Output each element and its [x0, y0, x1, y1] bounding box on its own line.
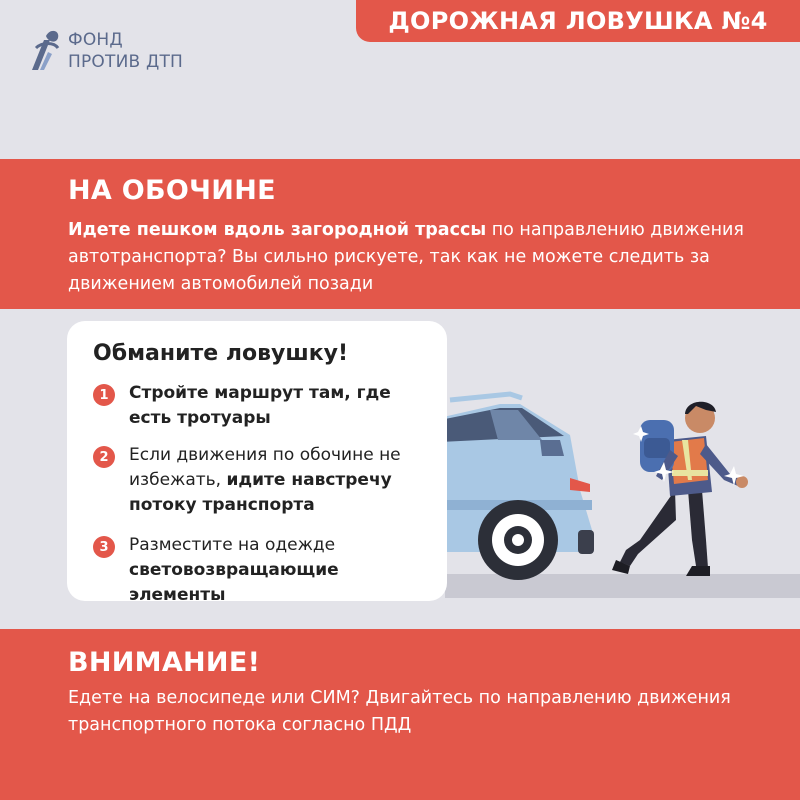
- section-title: НА ОБОЧИНЕ: [68, 175, 276, 206]
- logo-line-2: ПРОТИВ ДТП: [68, 52, 184, 72]
- tip-bold: идите навстречу потоку транспорта: [129, 470, 392, 515]
- tip-plain: Разместите на одежде: [129, 535, 336, 555]
- tip-item: [93, 443, 433, 519]
- tips-heading: Обманите ловушку!: [93, 341, 348, 366]
- tip-bold: Стройте маршрут там, где есть тротуары: [129, 383, 391, 428]
- pedestrian-illustration: [612, 402, 748, 576]
- description-rest: по направлению движения автотранспорта? Вы сильно рискуете, так как не можете следить за движением автомобилей позади: [68, 220, 744, 294]
- warning-band: [0, 629, 800, 800]
- car-illustration: [430, 394, 594, 580]
- tip-number-badge: 1: [93, 384, 115, 406]
- logo-text: [68, 29, 183, 73]
- tips-card: [67, 321, 447, 605]
- trap-number-tag: ДОРОЖНАЯ ЛОВУШКА №4: [356, 0, 800, 42]
- tip-text: [129, 443, 429, 518]
- intro-band: [0, 159, 800, 309]
- tip-text: [129, 533, 429, 608]
- logo-mark-icon: [28, 26, 62, 74]
- tip-item: [93, 533, 433, 605]
- tip-number-badge: 2: [93, 446, 115, 468]
- tip-plain: Если движения по обочине не избежать,: [129, 445, 401, 490]
- warning-description: Едете на велосипеде или СИМ? Двигайтесь по направлению движения транспортного потока согласно ПДД: [68, 688, 731, 735]
- logo-line-1: ФОНД: [68, 30, 123, 50]
- tip-item: [93, 381, 433, 431]
- section-description: [68, 217, 748, 298]
- warning-title: ВНИМАНИЕ!: [68, 647, 261, 678]
- tip-bold: световозвращающие элементы: [129, 560, 339, 605]
- tip-text: [129, 381, 429, 431]
- brand-logo: [28, 26, 208, 86]
- road-scene-illustration: [430, 380, 800, 600]
- description-bold: Идете пешком вдоль загородной трассы: [68, 220, 487, 240]
- tip-number-badge: 3: [93, 536, 115, 558]
